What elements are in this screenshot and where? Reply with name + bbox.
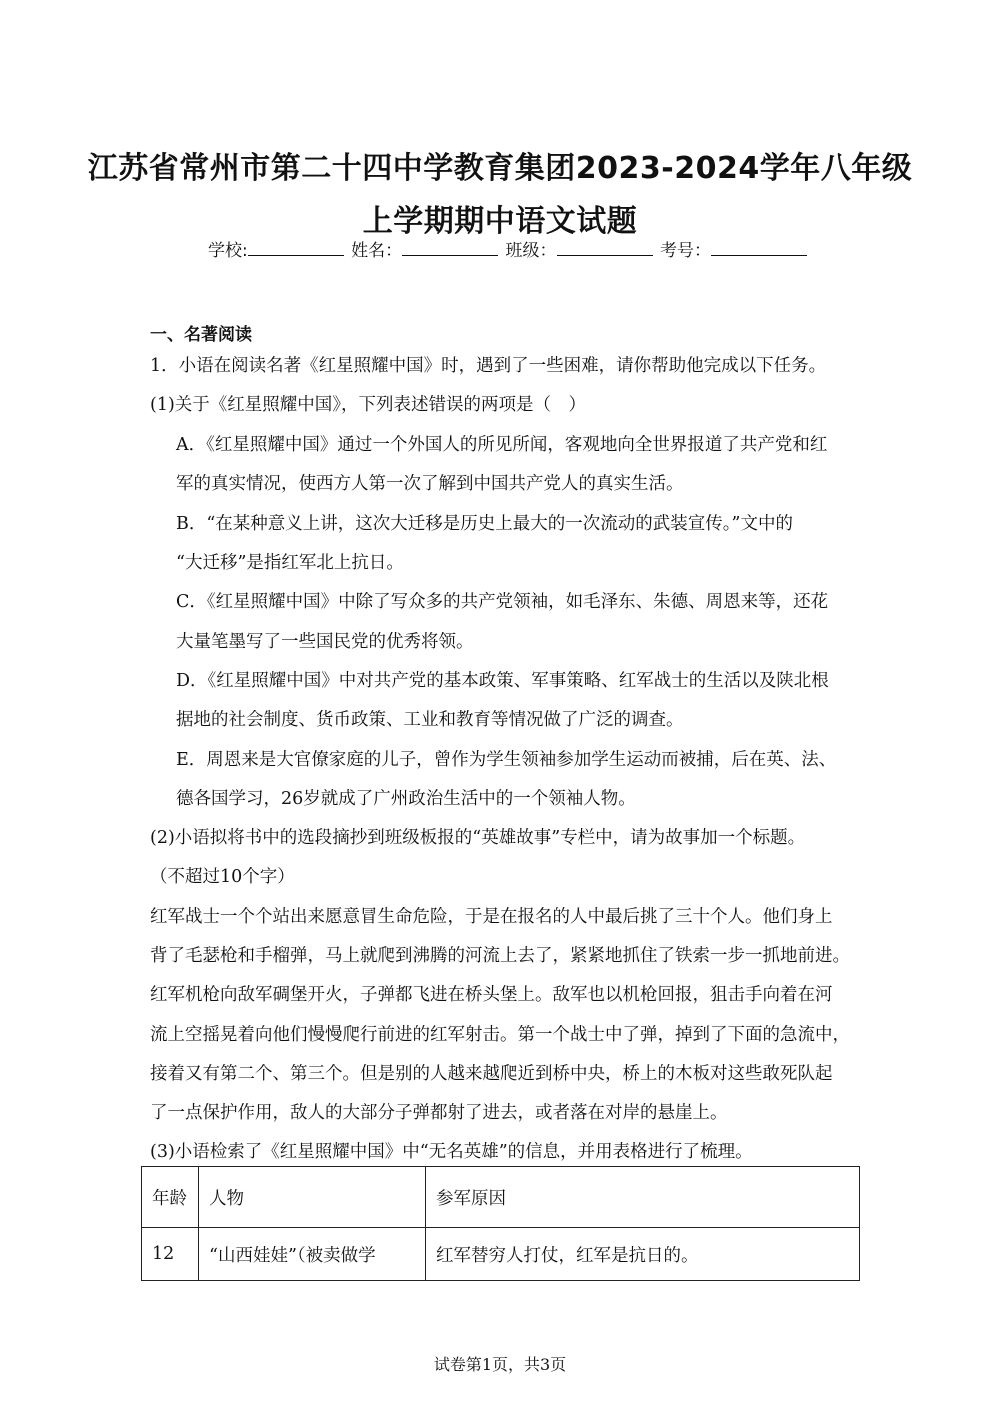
- heroes-table: [141, 1166, 860, 1281]
- question-1-stem: 1．小语在阅读名著《红星照耀中国》时，遇到了一些困难，请你帮助他完成以下任务。: [150, 356, 827, 376]
- sub-question-2-line-2: （不超过10个字）: [150, 867, 295, 887]
- class-blank: [557, 241, 653, 256]
- cell-age: 12: [142, 1228, 199, 1281]
- cell-person: “山西娃娃”（被卖做学: [199, 1228, 426, 1281]
- name-label: 姓名：: [351, 241, 403, 261]
- header-reason: 参军原因: [426, 1167, 860, 1228]
- cell-reason: 红军替穷人打仗，红军是抗日的。: [426, 1228, 860, 1281]
- page-footer: 试卷第1页，共3页: [433, 1355, 567, 1374]
- table-row: [142, 1228, 860, 1281]
- name-blank: [402, 241, 498, 256]
- header-age: 年龄: [142, 1167, 199, 1228]
- table-header-row: [142, 1167, 860, 1228]
- option-c-line-2: 大量笔墨写了一些国民党的优秀将领。: [176, 632, 474, 652]
- passage-line-6: 了一点保护作用，敌人的大部分子弹都射了进去，或者落在对岸的悬崖上。: [150, 1103, 728, 1123]
- option-c-line-1: C．《红星照耀中国》中除了写众多的共产党领袖，如毛泽东、朱德、周恩来等，还花: [176, 592, 829, 612]
- passage-line-5: 接着又有第二个、第三个。但是别的人越来越爬近到桥中央，桥上的木板对这些敢死队起: [150, 1064, 833, 1084]
- header-person: 人物: [199, 1167, 426, 1228]
- school-label: 学校:: [208, 241, 248, 261]
- exam-title-line-1: 江苏省常州市第二十四中学教育集团2023-2024学年八年级: [87, 151, 913, 186]
- sub-question-1: (1)关于《红星照耀中国》，下列表述错误的两项是（ ）: [150, 395, 587, 415]
- passage-line-3: 红军机枪向敌军碉堡开火，子弹都飞进在桥头堡上。敌军也以机枪回报，狙击手向着在河: [150, 985, 833, 1005]
- option-b-line-1: B．“在某种意义上讲，这次大迁移是历史上最大的一次流动的武装宣传。”文中的: [176, 514, 794, 534]
- option-a-line-1: A．《红星照耀中国》通过一个外国人的所见所闻，客观地向全世界报道了共产党和红: [176, 435, 828, 455]
- section-heading: 一、名著阅读: [150, 325, 252, 345]
- option-e-line-1: E．周恩来是大官僚家庭的儿子，曾作为学生领袖参加学生运动而被捕，后在英、法、: [176, 750, 837, 770]
- exam-title-line-2: 上学期期中语文试题: [362, 204, 638, 239]
- option-b-line-2: “大迁移”是指红军北上抗日。: [176, 553, 404, 573]
- number-blank: [711, 241, 807, 256]
- option-d-line-1: D．《红星照耀中国》中对共产党的基本政策、军事策略、红军战士的生活以及陕北根: [176, 671, 829, 691]
- sub-question-2-line-1: (2)小语拟将书中的选段摘抄到班级板报的“英雄故事”专栏中，请为故事加一个标题。: [150, 828, 806, 848]
- passage-line-2: 背了毛瑟枪和手榴弹，马上就爬到沸腾的河流上去了，紧紧地抓住了铁索一步一抓地前进。: [150, 946, 850, 966]
- school-blank: [248, 241, 344, 256]
- class-label: 班级：: [505, 241, 557, 261]
- sub-question-3: (3)小语检索了《红星照耀中国》中“无名英雄”的信息，并用表格进行了梳理。: [150, 1142, 753, 1162]
- number-label: 考号：: [659, 241, 711, 261]
- option-a-line-2: 军的真实情况，使西方人第一次了解到中国共产党人的真实生活。: [176, 474, 684, 494]
- option-e-line-2: 德各国学习，26岁就成了广州政治生活中的一个领袖人物。: [176, 789, 636, 809]
- passage-line-4: 流上空摇晃着向他们慢慢爬行前进的红军射击。第一个战士中了弹，掉到了下面的急流中，: [150, 1025, 850, 1045]
- option-d-line-2: 据地的社会制度、货币政策、工业和教育等情况做了广泛的调查。: [176, 710, 684, 730]
- student-info-row: [208, 236, 809, 261]
- passage-line-1: 红军战士一个个站出来愿意冒生命危险，于是在报名的人中最后挑了三十个人。他们身上: [150, 907, 833, 927]
